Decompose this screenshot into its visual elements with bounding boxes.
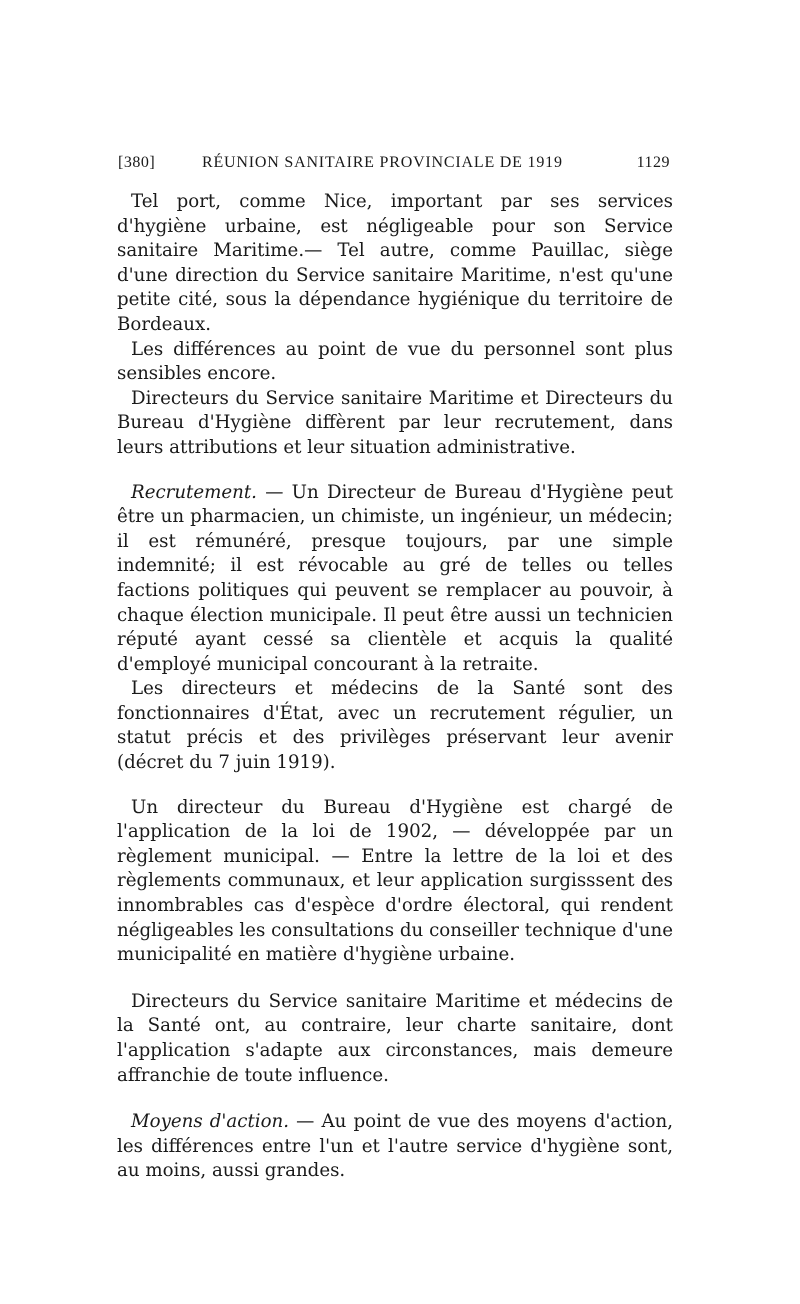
paragraph-charte: Directeurs du Service sanitaire Maritime et médecins de la Santé ont, au contraire, leur charte sanitaire, dont l'application s'adapte aux circonstances, mais demeure affranchie de toute influence.: [117, 990, 673, 1086]
paragraph-loi-1902: Un directeur du Bureau d'Hygiène est chargé de l'application de la loi de 1902, — développée par un règlement municipal. — Entre la lettre de la loi et des règlements communaux, et leur application surgisssent des innombrables cas d'espèce d'ordre électoral, qui rendent négligeables les consultations du conseiller technique d'une municipalité en matière d'hygiène urbaine.: [117, 796, 673, 966]
paragraph-ports: Tel port, comme Nice, important par ses services d'hygiène urbaine, est négligeable pour son Service sanitaire Maritime.— Tel autre, comme Pauillac, siège d'une direction du Service sanitaire Maritime, n'est qu'une petite cité, sous la dépendance hygiénique du territoire de Bordeaux.: [117, 191, 673, 335]
paragraph-recrutement: [117, 481, 673, 678]
paragraph-personnel: Les différences au point de vue du personnel sont plus sensibles encore.: [117, 338, 673, 385]
paragraph-directeurs: Directeurs du Service sanitaire Maritime et Directeurs du Bureau d'Hygiène diffèrent par leur recrutement, dans leurs attributions et leur situation administrative.: [117, 387, 673, 458]
paragraph-recrutement-text: — Un Directeur de Bureau d'Hygiène peut être un pharmacien, un chimiste, un ingénieur, un médecin; il est rémunéré, presque toujours, par une simple indemnité; il est révocable au gré de telles ou telles factions politiques qui peuvent se remplacer au pouvoir, à chaque élection municipale. Il peut être aussi un technicien réputé ayant cessé sa clientèle et acquis la qualité d'employé municipal concourant à la retraite.: [117, 481, 673, 675]
section-lead-moyens: Moyens d'action.: [131, 1111, 290, 1133]
paragraph-moyens-text: — Au point de vue des moyens d'action, les différences entre l'un et l'autre service d'hygiène sont, au moins, aussi grandes.: [117, 1111, 674, 1182]
paragraph-sante: Les directeurs et médecins de la Santé sont des fonctionnaires d'État, avec un recrutement régulier, un statut précis et des privilèges préservant leur avenir (décret du 7 juin 1919).: [117, 678, 673, 774]
paragraph-moyens: [117, 1110, 673, 1184]
section-lead-recrutement: Recrutement.: [131, 481, 257, 503]
body-text: [117, 190, 673, 1184]
running-head: [118, 150, 670, 176]
running-title: RÉUNION SANITAIRE PROVINCIALE DE 1919: [202, 154, 563, 171]
page-number: 1129: [636, 154, 670, 171]
page-reference: [380]: [118, 154, 156, 171]
